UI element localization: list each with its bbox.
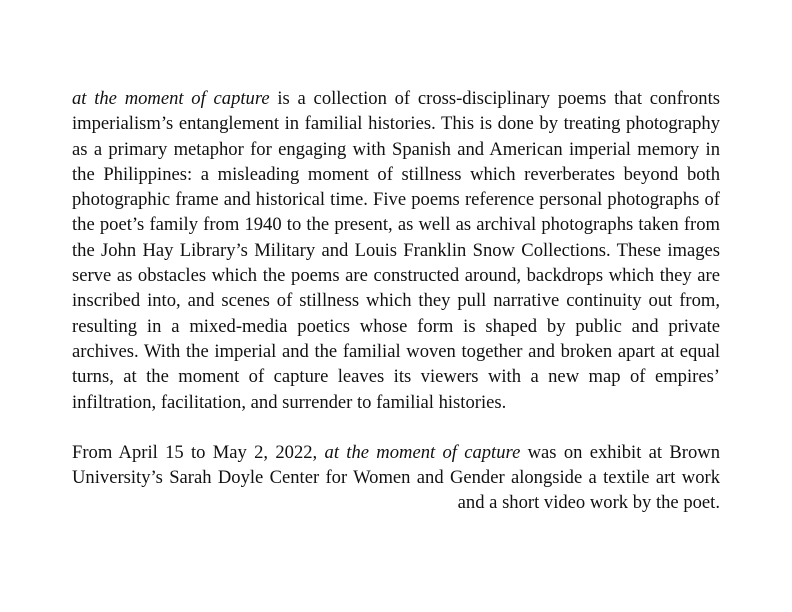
abstract-paragraph [72,86,720,415]
work-title: at the moment of capture [72,88,270,109]
abstract-body: is a collection of cross-disciplinary poems that confronts imperialism’s entanglement in familial histories. This is done by treating photography as a primary metaphor for engaging with Spanish and American imperial memory in the Philippines: a misleading moment of stillness which reverberates beyond both photographic frame and historical time. Five poems reference personal photographs of the poet’s family from 1940 to the present, as well as archival photographs taken from the John Hay Library’s Military and Louis Franklin Snow Collections. These images serve as obstacles which the poems are constructed around, backdrops which they are inscribed into, and scenes of stillness which they pull narrative continuity out from, resulting in a mixed-media poetics whose form is shaped by public and private archives. With the imperial and the familial woven together and broken apart at equal turns, at the moment of capture leaves its viewers with a new map of empires’ infiltration, facilitation, and surrender to familial histories. [72,88,720,413]
exhibit-body: was on exhibit at Brown University’s Sarah Doyle Center for Women and Gender alongside a textile art work and a short video work by the poet. [72,441,720,514]
exhibit-dates: From April 15 to May 2, 2022, [72,441,325,463]
exhibit-paragraph [72,440,720,516]
document-page [72,86,720,516]
work-title: at the moment of capture [324,441,521,463]
